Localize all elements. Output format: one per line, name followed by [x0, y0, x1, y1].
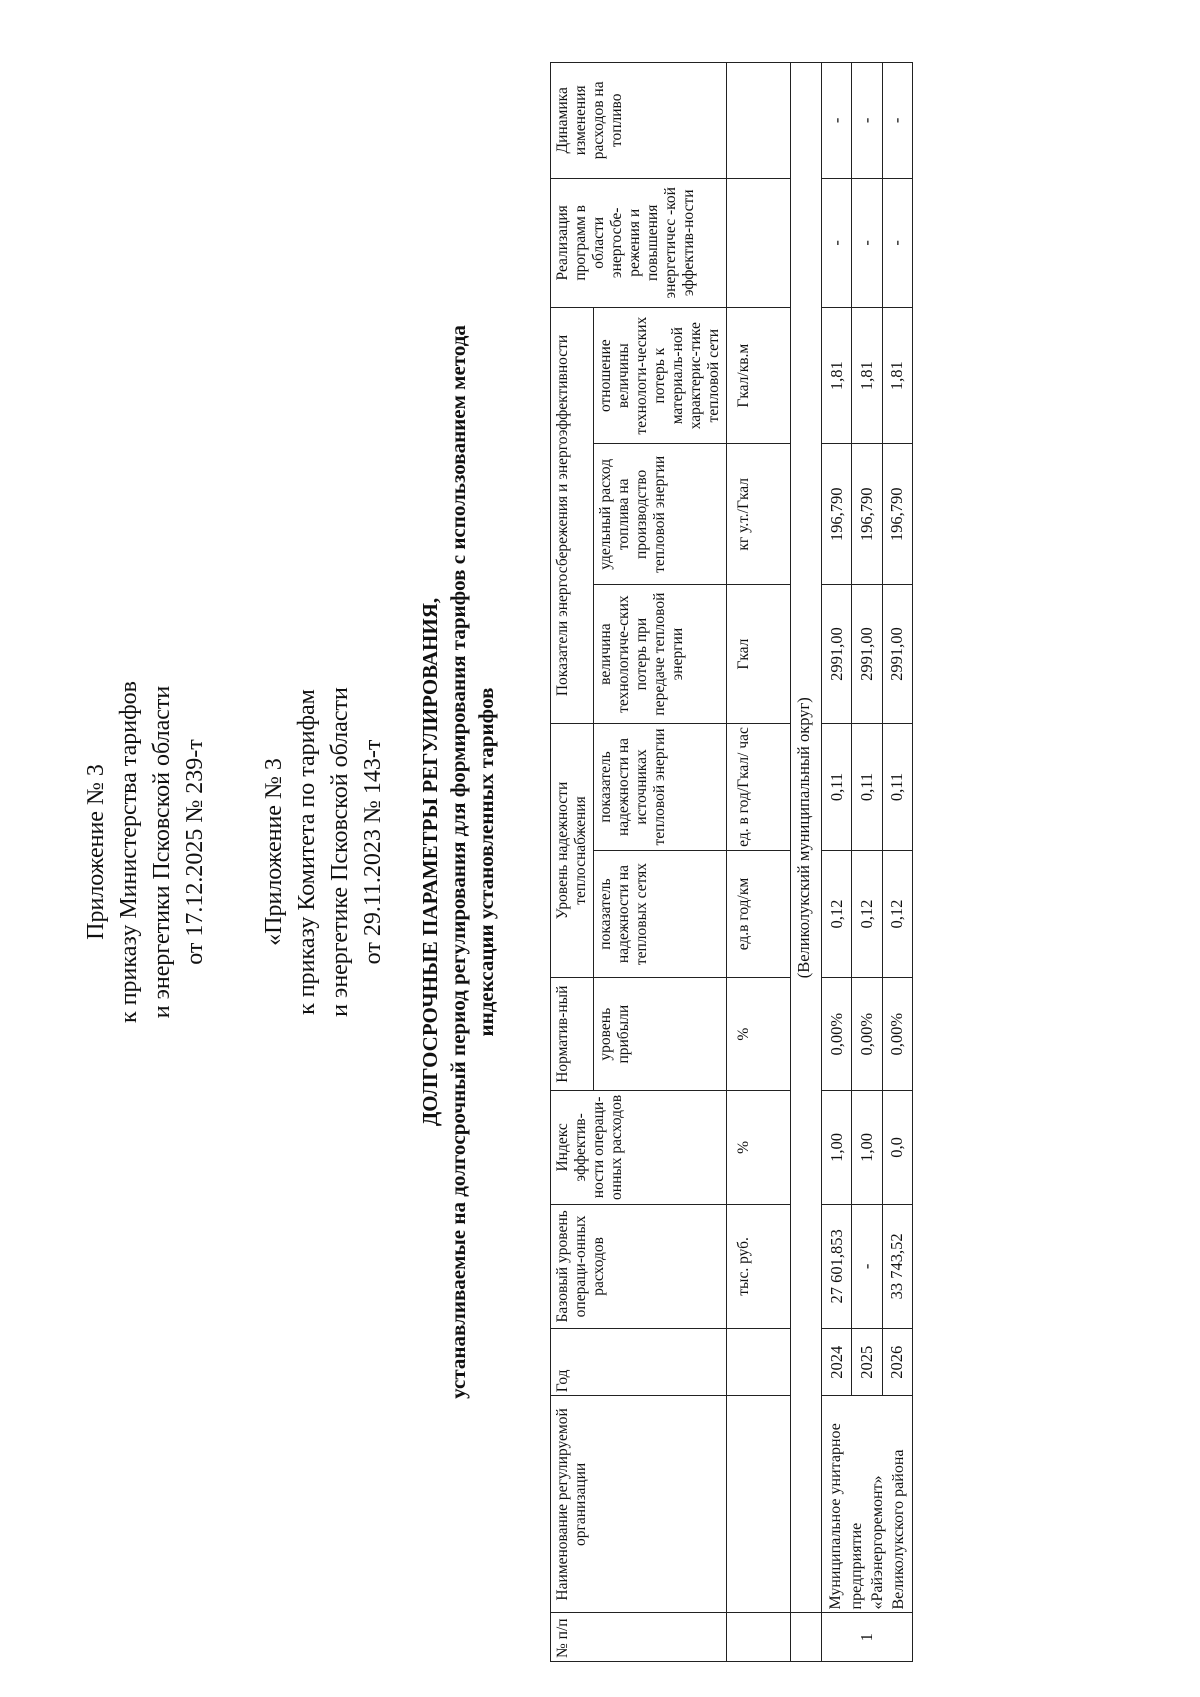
- cell-reliability-networks: 0,12: [852, 851, 882, 978]
- cell-fuel-rate: 196,790: [852, 444, 882, 585]
- org-name: Муниципальное унитарное предприятие «Райэнергоремонт» Великолукского района: [822, 1396, 913, 1613]
- unit-cell: тыс. руб.: [727, 1204, 791, 1329]
- cell-loss-ratio: 1,81: [882, 308, 912, 444]
- approval-line: «Приложение № 3: [261, 758, 287, 946]
- cell-base-opex: 33 743,52: [882, 1204, 912, 1329]
- header-reliability-networks: показатель надежности на тепловых сетях: [594, 851, 727, 978]
- approval-line: к приказу Комитета по тарифам: [294, 689, 320, 1015]
- cell-fuel-rate: 196,790: [822, 444, 852, 585]
- unit-cell: ед.в год/км: [727, 851, 791, 978]
- approval-line: от 29.11.2023 № 143-т: [360, 739, 386, 965]
- header-normative-top: Норматив-ный: [551, 978, 594, 1091]
- cell-tech-losses: 2991,00: [822, 585, 852, 724]
- title-line-1: ДОЛГОСРОЧНЫЕ ПАРАМЕТРЫ РЕГУЛИРОВАНИЯ,: [418, 597, 442, 1127]
- header-row-1: [551, 63, 594, 1662]
- header-fuel-rate: удельный расход топлива на производство тепловой энергии: [594, 444, 727, 585]
- header-year: Год: [551, 1329, 727, 1396]
- header-org: Наименование регулируемой организации: [551, 1396, 727, 1613]
- cell-loss-ratio: 1,81: [852, 308, 882, 444]
- header-base-opex: Базовый уровень операци-онных расходов: [551, 1204, 727, 1329]
- header-reliability-sources: показатель надежности на источниках тепловой энергии: [594, 723, 727, 850]
- unit-cell: %: [727, 978, 791, 1091]
- document-title: [416, 42, 500, 1682]
- cell-year: 2026: [882, 1329, 912, 1396]
- unit-cell: Гкал/кв.м: [727, 308, 791, 444]
- header-normative-sub: уровень прибыли: [594, 978, 727, 1091]
- cell-programs: -: [882, 178, 912, 307]
- header-num: № п/п: [551, 1613, 727, 1662]
- cell-fuel-dynamics: -: [822, 63, 852, 179]
- cell-efficiency-index: 1,00: [852, 1091, 882, 1204]
- cell-year: 2025: [852, 1329, 882, 1396]
- header-loss-ratio: отношение величины технологи-ческих потерь к материаль-ной характерис-тике тепловой сети: [594, 308, 727, 444]
- cell-normative-profit: 0,00%: [852, 978, 882, 1091]
- org-number: 1: [822, 1613, 913, 1662]
- title-line-3: индексации установленных тарифов: [474, 687, 498, 1037]
- approval-line: и энергетики Псковской области: [149, 685, 175, 1019]
- approval-line: от 17.12.2025 № 239-т: [182, 739, 208, 965]
- cell-base-opex: 27 601,853: [822, 1204, 852, 1329]
- cell-reliability-networks: 0,12: [822, 851, 852, 978]
- cell-reliability-sources: 0,11: [852, 723, 882, 850]
- cell-base-opex: -: [852, 1204, 882, 1329]
- cell-year: 2024: [822, 1329, 852, 1396]
- header-programs: Реализация программ в области энергосбе-режения и повышения энергетичес -кой эффектив-ности: [551, 178, 727, 307]
- unit-cell: Гкал: [727, 585, 791, 724]
- cell-normative-profit: 0,00%: [882, 978, 912, 1091]
- title-line-2: устанавливаемые на долгосрочный период регулирования для формирования тарифов с использованием метода: [446, 325, 470, 1399]
- region-row: [791, 63, 822, 1662]
- header-fuel-dynamics: Динамика изменения расходов на топливо: [551, 63, 727, 179]
- parameters-table: [550, 62, 913, 1662]
- region-label: (Великолукский муниципальный округ): [791, 63, 822, 1613]
- approval-block-original: [258, 642, 390, 1062]
- units-row: [727, 63, 791, 1662]
- header-efficiency-index: Индекс эффектив-ности операци-онных расходов: [551, 1091, 727, 1204]
- approval-line: Приложение № 3: [83, 764, 109, 940]
- rotated-page-content: [18, 42, 1148, 1682]
- cell-programs: -: [852, 178, 882, 307]
- cell-fuel-dynamics: -: [852, 63, 882, 179]
- cell-tech-losses: 2991,00: [852, 585, 882, 724]
- cell-reliability-sources: 0,11: [882, 723, 912, 850]
- unit-cell: ед. в год/Гкал/ час: [727, 723, 791, 850]
- cell-reliability-networks: 0,12: [882, 851, 912, 978]
- unit-cell: %: [727, 1091, 791, 1204]
- approval-line: и энергетике Псковской области: [327, 687, 353, 1017]
- cell-efficiency-index: 1,00: [822, 1091, 852, 1204]
- header-tech-losses: величина технологиче-ских потерь при передаче тепловой энергии: [594, 585, 727, 724]
- cell-programs: -: [822, 178, 852, 307]
- cell-fuel-rate: 196,790: [882, 444, 912, 585]
- cell-reliability-sources: 0,11: [822, 723, 852, 850]
- cell-loss-ratio: 1,81: [822, 308, 852, 444]
- table-row: [822, 63, 852, 1662]
- cell-efficiency-index: 0,0: [882, 1091, 912, 1204]
- approval-line: к приказу Министерства тарифов: [116, 681, 142, 1023]
- unit-cell: кг у.т./Гкал: [727, 444, 791, 585]
- approval-block-current: [80, 642, 212, 1062]
- header-energy-group: Показатели энергосбережения и энергоэффективности: [551, 308, 594, 724]
- header-reliability-group: Уровень надежности теплоснабжения: [551, 723, 594, 977]
- cell-fuel-dynamics: -: [882, 63, 912, 179]
- cell-normative-profit: 0,00%: [822, 978, 852, 1091]
- cell-tech-losses: 2991,00: [882, 585, 912, 724]
